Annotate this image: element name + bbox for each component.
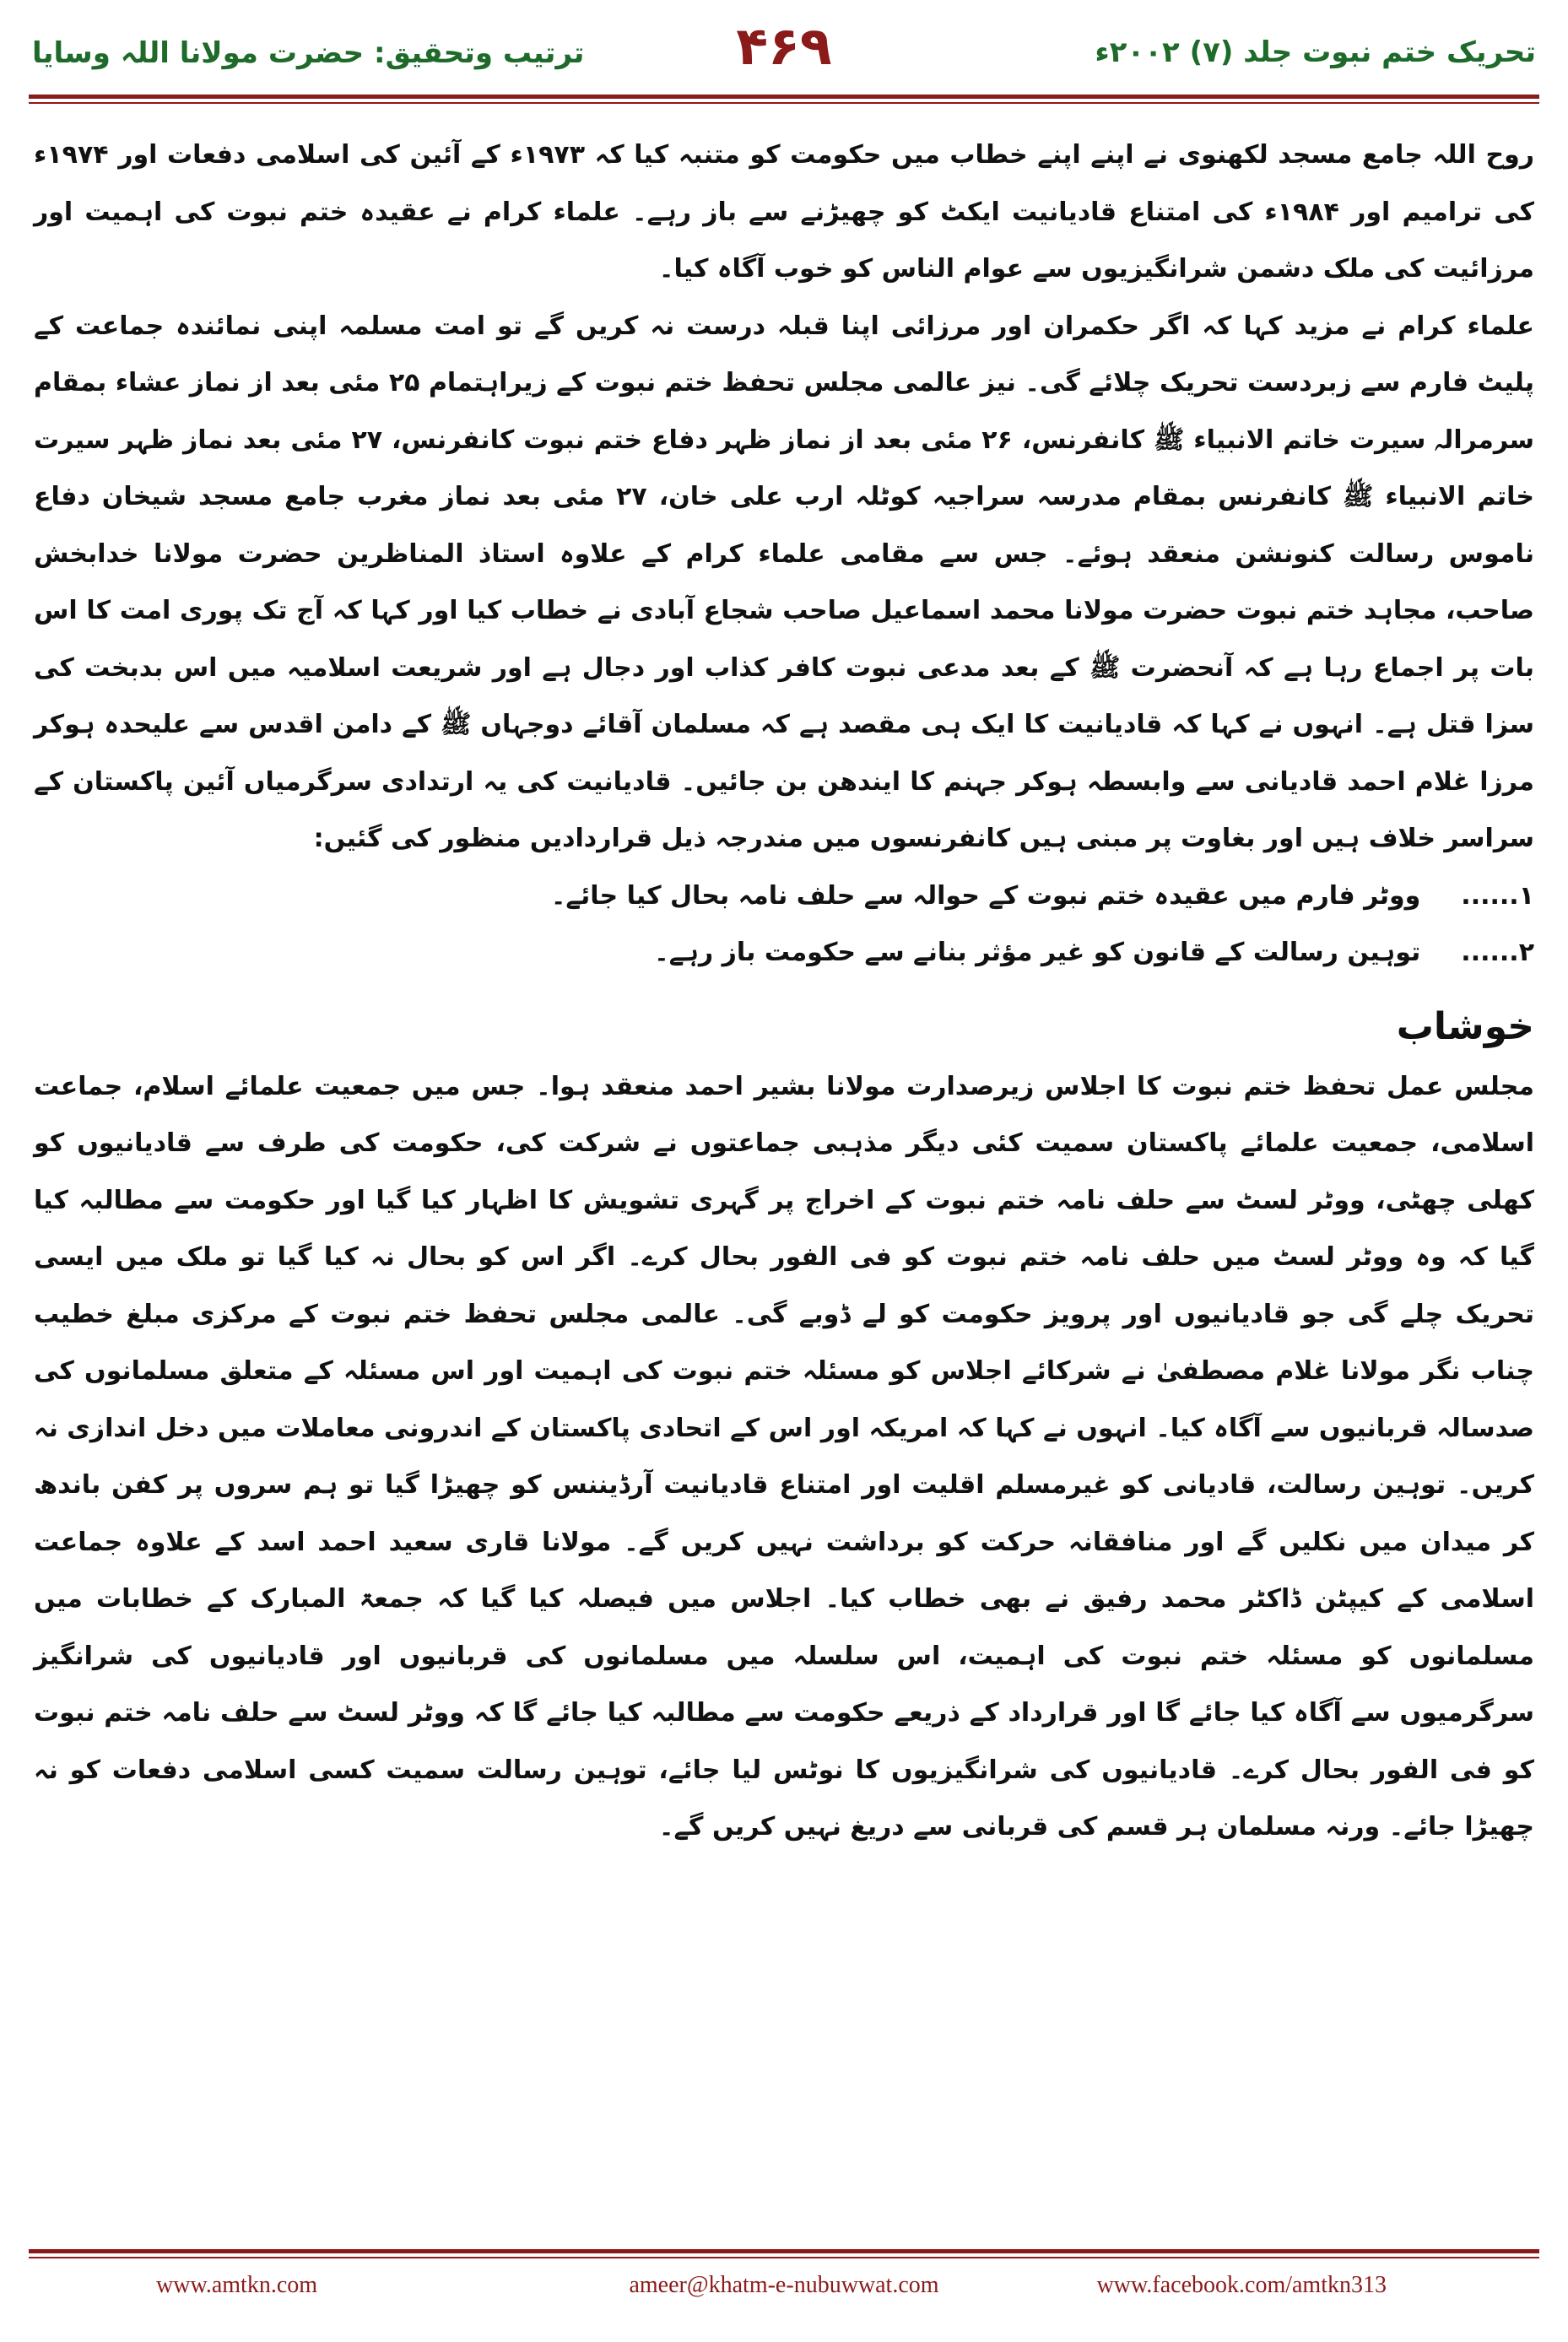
facebook-link[interactable]: www.facebook.com/amtkn313	[1096, 2272, 1387, 2298]
email-link[interactable]: ameer@khatm-e-nubuwwat.com	[629, 2272, 939, 2298]
resolution-text: ووٹر فارم میں عقیدہ ختم نبوت کے حوالہ سے حلف نامہ بحال کیا جائے۔	[550, 880, 1421, 911]
paragraph-1: روح اللہ جامع مسجد لکھنوی نے اپنے اپنے خطاب میں حکومت کو متنبہ کیا کہ ۱۹۷۳ء کے آئین کی اسلامی دفعات اور ۱۹۷۴ء کی ترامیم اور ۱۹۸۴ء کی امتناع قادیانیت ایکٹ کو چھیڑنے سے باز رہے۔ علماء کرام نے عقیدہ ختم نبوت کی اہمیت اور مرزائیت کی ملک دشمن شرانگیزیوں سے عوام الناس کو خوب آگاہ کیا۔	[34, 140, 1534, 284]
resolution-number: ۲......	[1461, 938, 1534, 967]
header-rule-thick	[29, 95, 1539, 99]
paragraph-2: علماء کرام نے مزید کہا کہ اگر حکمران اور مرزائی اپنا قبلہ درست نہ کریں گے تو امت مسلمہ اپنی نمائندہ جماعت کے پلیٹ فارم سے زبردست تحریک چلائے گی۔ نیز عالمی مجلس تحفظ ختم نبوت کے زیراہتمام ۲۵ مئی بعد از نماز عشاء بمقام سرمرالہ سیرت خاتم الانبیاء ﷺ کانفرنس، ۲۶ مئی بعد از نماز ظہر دفاع ختم نبوت کانفرنس، ۲۷ مئی بعد نماز ظہر سیرت خاتم الانبیاء ﷺ کانفرنس بمقام مدرسہ سراجیہ کوٹلہ ارب علی خان، ۲۷ مئی بعد نماز مغرب جامع مسجد شیخان دفاع ناموس رسالت کنونشن منعقد ہوئے۔ جس سے مقامی علماء کرام کے علاوہ استاذ المناظرین حضرت مولانا خدابخش صاحب، مجاہد ختم نبوت حضرت مولانا محمد اسماعیل صاحب شجاع آبادی نے خطاب کیا اور کہا کہ آج تک پوری امت کا اس بات پر اجماع رہا ہے کہ آنحضرت ﷺ کے بعد مدعی نبوت کافر کذاب اور دجال ہے اور شریعت اسلامیہ میں اس بدبخت کی سزا قتل ہے۔ انہوں نے کہا کہ قادیانیت کا ایک ہی مقصد ہے کہ مسلمان آقائے دوجہاں ﷺ کے دامن اقدس سے علیحدہ ہوکر مرزا غلام احمد قادیانی سے وابسطہ ہوکر جہنم کا ایندھن بن جائیں۔ قادیانیت کی یہ ارتدادی سرگرمیاں آئین پاکستان کے سراسر خلاف ہیں اور بغاوت پر مبنی ہیں کانفرنسوں میں مندرجہ ذیل قراردادیں منظور کی گئیں:	[34, 311, 1535, 853]
footer-rule-thick	[29, 2249, 1539, 2253]
website-link[interactable]: www.amtkn.com	[156, 2272, 318, 2298]
page-header	[0, 0, 1568, 127]
footer-rule-thin	[29, 2257, 1539, 2258]
section-heading: خوشاب	[1396, 1004, 1534, 1048]
page-footer	[0, 2262, 1568, 2312]
resolution-item-2	[34, 924, 1534, 982]
page-body	[34, 127, 1534, 2237]
header-rule-thin	[29, 102, 1539, 104]
resolution-number: ۱......	[1461, 880, 1534, 911]
book-title: تحریک ختم نبوت جلد (۷) ۲۰۰۲ء	[1095, 35, 1536, 69]
section-paragraph: مجلس عمل تحفظ ختم نبوت کا اجلاس زیرصدارت مولانا بشیر احمد منعقد ہوا۔ جس میں جمعیت علمائے اسلام، جماعت اسلامی، جمعیت علمائے پاکستان سمیت کئی دیگر مذہبی جماعتوں نے شرکت کی، حکومت کی طرف سے قادیانیوں کو کھلی چھٹی، ووٹر لسٹ سے حلف نامہ ختم نبوت کے اخراج پر گہری تشویش کا اظہار کیا گیا اور حکومت سے مطالبہ کیا گیا کہ وہ ووٹر لسٹ میں حلف نامہ ختم نبوت کو فی الفور بحال کرے۔ اگر اس کو بحال نہ کیا گیا تو ملک میں ایسی تحریک چلے گی جو قادیانیوں اور پرویز حکومت کو لے ڈوبے گی۔ عالمی مجلس تحفظ ختم نبوت کے مرکزی مبلغ خطیب چناب نگر مولانا غلام مصطفیٰ نے شرکائے اجلاس کو مسئلہ ختم نبوت کی اہمیت اور اس مسئلہ کے متعلق مسلمانوں کی صدسالہ قربانیوں سے آگاہ کیا۔ انہوں نے کہا کہ امریکہ اور اس کے اتحادی پاکستان کے اندرونی معاملات میں دخل اندازی نہ کریں۔ توہین رسالت، قادیانی کو غیرمسلم اقلیت اور امتناع قادیانیت آرڈیننس کو چھیڑا گیا تو ہم سروں پر کفن باندھ کر میدان میں نکلیں گے اور منافقانہ حرکت کو برداشت نہیں کریں گے۔ مولانا قاری سعید احمد اسد کے علاوہ جماعت اسلامی کے کیپٹن ڈاکٹر محمد رفیق نے بھی خطاب کیا۔ اجلاس میں فیصلہ کیا گیا کہ جمعۃ المبارک کے خطابات میں مسلمانوں کو مسئلہ ختم نبوت کی اہمیت، اس سلسلہ میں مسلمانوں کی قربانیوں اور قادیانیوں کی شرانگیز سرگرمیوں سے آگاہ کیا جائے گا اور قرارداد کے ذریعے حکومت سے مطالبہ کیا جائے گا کہ ووٹر لسٹ سے حلف نامہ ختم نبوت کو فی الفور بحال کرے۔ قادیانیوں کی شرانگیزیوں کا نوٹس لیا جائے، توہین رسالت سمیت کسی اسلامی دفعات کو نہ چھیڑا جائے۔ ورنہ مسلمان ہر قسم کی قربانی سے دریغ نہیں کریں گے۔	[34, 1071, 1534, 1842]
page-number: ۴۶۹	[736, 15, 832, 77]
compiler-credit: ترتیب وتحقیق: حضرت مولانا اللہ وسایا	[32, 36, 585, 70]
resolution-text: توہین رسالت کے قانون کو غیر مؤثر بنانے سے حکومت باز رہے۔	[654, 938, 1421, 967]
resolution-item-1	[34, 868, 1534, 925]
